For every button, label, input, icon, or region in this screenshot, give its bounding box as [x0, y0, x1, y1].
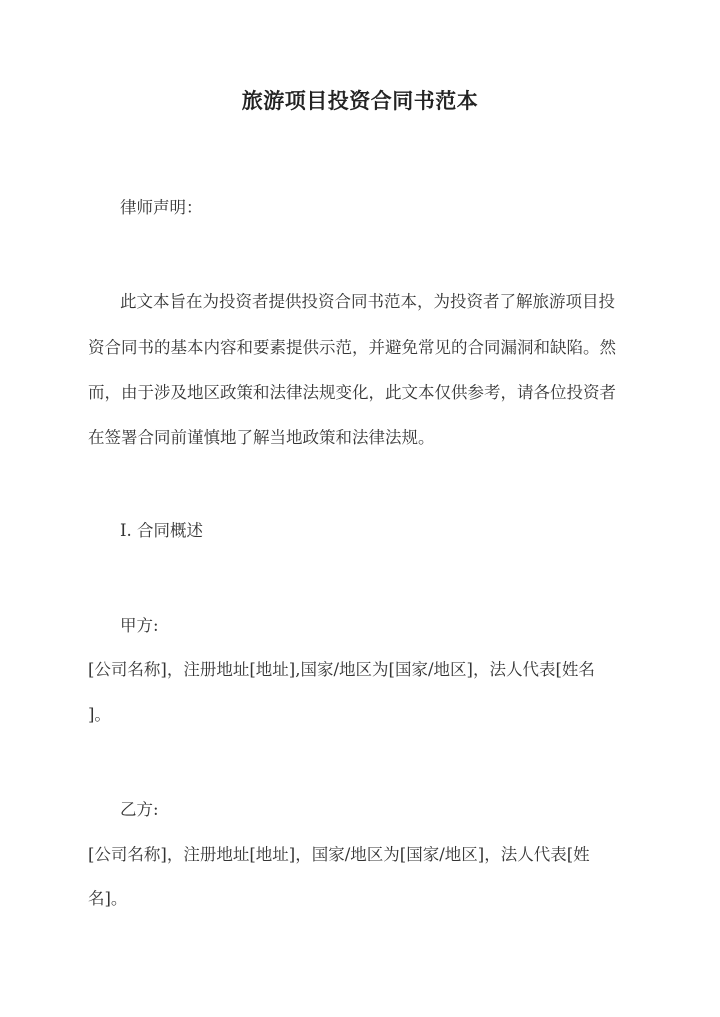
- statement-line-2: 资合同书的基本内容和要素提供示范，并避免常见的合同漏洞和缺陷。然: [88, 338, 616, 357]
- statement-line-4: 在签署合同前谨慎地了解当地政策和法律法规。: [88, 428, 435, 447]
- party-a-label: 甲方:: [120, 616, 159, 635]
- lawyer-statement-heading: 律师声明：: [120, 198, 203, 217]
- party-b-line-1: [公司名称]，注册地址[地址]，国家/地区为[国家/地区]，法人代表[姓: [88, 845, 590, 864]
- party-b-line-2: 名]。: [88, 889, 128, 908]
- statement-line-3: 而，由于涉及地区政策和法律法规变化，此文本仅供参考，请各位投资者: [88, 383, 616, 402]
- party-b-label: 乙方:: [120, 800, 159, 819]
- party-a-line-1: [公司名称]，注册地址[地址],国家/地区为[国家/地区]，法人代表[姓名: [88, 660, 595, 679]
- section-1-heading: I. 合同概述: [120, 521, 204, 540]
- document-title: 旅游项目投资合同书范本: [241, 88, 479, 113]
- party-a-line-2: ]。: [88, 705, 111, 724]
- statement-line-1: 此文本旨在为投资者提供投资合同书范本，为投资者了解旅游项目投: [120, 292, 615, 311]
